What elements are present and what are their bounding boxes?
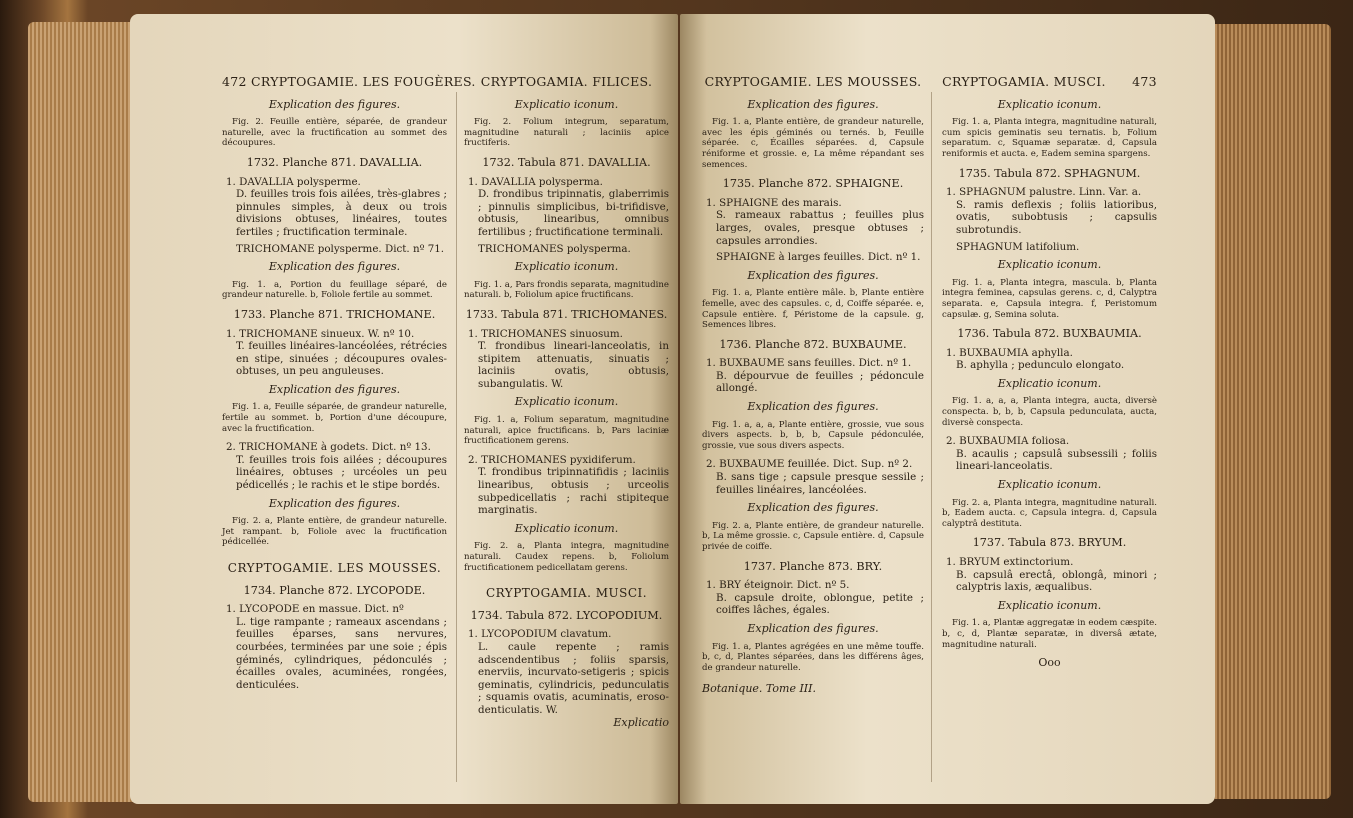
figures-heading: Explication des figures.	[747, 400, 879, 414]
plate-heading: 1733. Planche 871. TRICHOMANE.	[233, 307, 436, 321]
signature-mark: Ooo	[1038, 656, 1061, 670]
right-page-latin-column	[942, 76, 1157, 670]
chapter-heading: CRYPTOGAMIA. MUSCI.	[485, 586, 648, 601]
figures-heading: Explication des figures.	[268, 496, 401, 510]
volume-footer: Botanique. Tome III.	[702, 682, 816, 696]
species-name: 1. BUXBAUME sans feuilles. Dict. nº 1.	[706, 357, 912, 370]
figure-caption: Fig. 1. a, Plante entière mâle. b, Plante entière femelle, avec des capsules. c, d, Coiffe séparée. e, Capsule entière. f, Péristome de la capsule. g, Semences libres.	[702, 288, 924, 331]
species-description: T. feuilles linéaires-lancéolées, rétrécies en stipe, sinuées ; découpures ovales-obtuses, un peu anguleuses.	[236, 340, 447, 378]
left-page	[130, 14, 678, 804]
figures-heading: Explication des figures.	[747, 268, 879, 282]
figure-caption: Fig. 1. a, Portion du feuillage séparé, de grandeur naturelle. b, Foliole fertile au sommet.	[222, 279, 447, 301]
species-description: T. frondibus lineari-lanceolatis, in stipitem attenuatis, sinuatis ; laciniis ovatis, obtusis, subangulatis. W.	[478, 340, 669, 390]
figures-heading: Explicatio iconum.	[514, 395, 619, 409]
figure-caption: Fig. 1. a, a, a, Plante entière, grossie, vue sous divers aspects. b, b, b, Capsule pédonculée, grossie, vue sous divers aspects.	[702, 419, 924, 451]
species-entry	[706, 197, 924, 247]
species-name: 1. BRYUM extinctorium.	[946, 556, 1074, 568]
species-entry	[226, 441, 447, 491]
running-header: CRYPTOGAMIE. LES MOUSSES.	[704, 74, 922, 89]
species-entry	[946, 556, 1157, 594]
species-description: B. acaulis ; capsulâ subsessili ; foliis lineari-lanceolatis.	[956, 447, 1157, 473]
species-entry	[706, 458, 924, 496]
figure-caption: Fig. 2. Folium integrum, separatum, magnitudine naturali ; laciniis apice fructiferis.	[464, 117, 669, 149]
species-name: 1. BRY éteignoir. Dict. nº 5.	[706, 579, 850, 592]
species-entry	[468, 176, 669, 239]
species-name: 1. DAVALLIA polysperme.	[226, 175, 361, 188]
figures-heading: Explication des figures.	[268, 382, 401, 396]
species-description: B. aphylla ; pedunculo elongato.	[956, 359, 1125, 372]
species-name: 2. TRICHOMANE à godets. Dict. nº 13.	[226, 441, 431, 454]
column-rule	[456, 92, 457, 782]
species-name: 1. DAVALLIA polysperma.	[468, 175, 603, 188]
running-header: CRYPTOGAMIA. MUSCI.	[942, 74, 1106, 89]
right-page-french-column	[702, 76, 924, 696]
figure-caption: Fig. 1. a, Folium separatum, magnitudine naturali, apice fructificans. b, Pars laciniæ fructificationem gerens.	[464, 415, 669, 447]
species-description: D. frondibus tripinnatis, glaberrimis ; pinnulis simplicibus, bi-trifidisve, obtusis, linearibus, omnibus fertilibus ; fructificatione terminali.	[478, 188, 669, 238]
species-description: S. rameaux rabattus ; feuilles plus larges, ovales, presque obtuses ; capsules arrondies.	[716, 209, 924, 247]
species-description: D. feuilles trois fois ailées, très-glabres ; pinnules simples, à deux ou trois divisions obtuses, linéaires, toutes fertiles ; fructification terminale.	[236, 188, 447, 238]
synonym-reference: SPHAIGNE à larges feuilles. Dict. nº 1.	[716, 251, 921, 264]
species-name: 2. BUXBAUMIA foliosa.	[946, 435, 1070, 448]
figures-heading: Explication des figures.	[747, 501, 879, 515]
species-name: 2. BUXBAUME feuillée. Dict. Sup. nº 2.	[706, 458, 913, 471]
species-name: 1. BUXBAUMIA aphylla.	[946, 346, 1073, 359]
figures-heading: Explicatio iconum.	[514, 521, 619, 535]
species-entry	[946, 186, 1157, 236]
left-page-french-column	[222, 74, 476, 691]
species-description: L. caule repente ; ramis adscendentibus ; foliis sparsis, enerviis, incurvato-setigeris ; spicis geminatis, cylindricis, pedunculatis ; squamis ovatis, acuminatis, eroso-denticulatis. W.	[478, 640, 669, 716]
figure-caption: Fig. 2. a, Planta integra, magnitudine naturali. b, Eadem aucta. c, Capsula integra. d, Capsula calyptrâ destituta.	[942, 497, 1157, 529]
catchword: Explicatio	[613, 715, 669, 729]
species-entry	[226, 603, 447, 691]
plate-heading: 1734. Tabula 872. LYCOPODIUM.	[470, 608, 663, 622]
species-entry	[706, 357, 924, 395]
figure-caption: Fig. 1. a, Plantæ aggregatæ in eodem cæspite. b, c, d, Plantæ separatæ, in diversâ ætate, magnitudine naturali.	[942, 618, 1157, 650]
species-entry	[706, 579, 924, 617]
species-entry	[468, 454, 669, 517]
species-entry	[468, 628, 669, 716]
figures-heading: Explicatio iconum.	[514, 260, 619, 274]
species-description: B. sans tige ; capsule presque sessile ; feuilles linéaires, lancéolées.	[716, 471, 924, 496]
plate-heading: 1736. Tabula 872. BUXBAUMIA.	[957, 327, 1142, 341]
left-page-latin-column	[464, 76, 669, 729]
species-name: 1. LYCOPODE en massue. Dict. nº	[226, 603, 404, 616]
plate-heading: 1736. Planche 872. BUXBAUME.	[719, 337, 907, 351]
figure-caption: Fig. 1. a, Planta integra, mascula. b, Planta integra feminea, capsulas gerens. c, d, Calyptra separata. e, Capsula integra. f, Peristomum capsulæ. g, Semina soluta.	[942, 277, 1157, 320]
chapter-heading: CRYPTOGAMIE. LES MOUSSES.	[227, 561, 442, 575]
figures-heading: Explicatio iconum.	[997, 478, 1102, 492]
species-name: 2. TRICHOMANES pyxidiferum.	[468, 453, 636, 466]
species-description: B. capsule droite, oblongue, petite ; coiffes lâches, égales.	[716, 591, 924, 617]
synonym-reference: SPHAGNUM latifolium.	[956, 240, 1080, 253]
running-header: 472 CRYPTOGAMIE. LES FOUGÈRES.	[222, 74, 476, 89]
species-name: 1. SPHAIGNE des marais.	[706, 196, 842, 209]
plate-heading: 1735. Tabula 872. SPHAGNUM.	[958, 166, 1141, 180]
synonym-reference: TRICHOMANES polysperma.	[478, 242, 631, 255]
figures-heading: Explication des figures.	[747, 97, 879, 111]
figure-caption: Fig. 1. a, Plantes agrégées en une même touffe. b, c, d, Plantes séparées, dans les différens âges, de grandeur naturelle.	[702, 641, 924, 673]
page-number: 473	[1132, 74, 1157, 89]
figure-caption: Fig. 1. a, Planta integra, magnitudine naturali, cum spicis geminatis seu ternatis. b, Folium separatum. c, Squamæ separatæ. d, Capsula reniformis et aucta. e, Eadem semina spargens.	[942, 117, 1157, 159]
species-entry	[946, 347, 1157, 372]
figure-caption: Fig. 1. a, a, a, Planta integra, aucta, diversè conspecta. b, b, b, Capsula pedunculata, aucta, diversè conspecta.	[942, 396, 1157, 428]
species-entry	[226, 328, 447, 378]
species-name: 1. SPHAGNUM palustre. Linn. Var. a.	[946, 186, 1142, 199]
species-description: T. feuilles trois fois ailées ; découpures linéaires, obtuses ; urcéoles un peu pédicellés ; le rachis et le stipe bordés.	[236, 453, 447, 492]
figure-caption: Fig. 1. a, Plante entière, de grandeur naturelle, avec les épis géminés ou ternés. b, Feuille séparée. c, Écailles séparées. d, Capsule réniforme et grossie. e, La même répandant ses semences.	[702, 117, 924, 170]
figure-caption: Fig. 2. a, Plante entière, de grandeur naturelle. b, La même grossie. c, Capsule entière. d, Capsule privée de coiffe.	[702, 520, 924, 552]
figure-caption: Fig. 2. a, Planta integra, magnitudine naturali. Caudex repens. b, Foliolum fructificationem pedicellatam gerens.	[464, 541, 669, 573]
plate-heading: 1734. Planche 872. LYCOPODE.	[243, 583, 426, 597]
figure-caption: Fig. 2. a, Plante entière, de grandeur naturelle. Jet rampant. b, Foliole avec la fructification pédicellée.	[222, 516, 447, 548]
plate-heading: 1737. Tabula 873. BRYUM.	[972, 536, 1127, 550]
synonym-reference: TRICHOMANE polysperme. Dict. nº 71.	[236, 242, 445, 255]
figures-heading: Explication des figures.	[747, 621, 879, 635]
column-rule	[931, 92, 932, 782]
plate-heading: 1735. Planche 872. SPHAIGNE.	[722, 177, 904, 191]
species-name: 1. LYCOPODIUM clavatum.	[468, 628, 612, 641]
species-name: 1. TRICHOMANES sinuosum.	[468, 327, 623, 340]
figures-heading: Explicatio iconum.	[997, 258, 1102, 272]
species-entry	[946, 435, 1157, 473]
figures-heading: Explicatio iconum.	[997, 598, 1102, 612]
figures-heading: Explication des figures.	[268, 97, 401, 111]
species-entry	[226, 176, 447, 239]
species-entry	[468, 328, 669, 391]
figure-caption: Fig. 1. a, Feuille séparée, de grandeur naturelle, fertile au sommet. b, Portion d'une découpure, avec la fructification.	[222, 402, 447, 434]
species-description: T. frondibus tripinnatifidis ; laciniis linearibus, obtusis ; urceolis subpedicellatis ; rachi stipiteque marginatis.	[478, 466, 669, 517]
species-description: S. ramis deflexis ; foliis latioribus, ovatis, subobtusis ; capsulis subrotundis.	[956, 198, 1157, 236]
figure-caption: Fig. 1. a, Pars frondis separata, magnitudine naturali. b, Foliolum apice fructificans.	[464, 279, 669, 301]
species-description: B. capsulâ erectâ, oblongâ, minori ; calyptris laxis, æqualibus.	[956, 568, 1157, 594]
species-description: L. tige rampante ; rameaux ascendans ; feuilles éparses, sans nervures, courbées, terminées par une soie ; épis géminés, cylindriques, pédonculés ; écailles ovales, acuminées, rongées, denticulées.	[236, 615, 447, 691]
right-page	[680, 14, 1215, 804]
running-header: CRYPTOGAMIA. FILICES.	[480, 74, 653, 89]
figure-caption: Fig. 2. Feuille entière, séparée, de grandeur naturelle, avec la fructification au sommet des découpures.	[222, 117, 447, 149]
species-name: 1. TRICHOMANE sinueux. W. nº 10.	[226, 327, 415, 340]
figures-heading: Explicatio iconum.	[997, 97, 1102, 111]
figures-heading: Explicatio iconum.	[514, 97, 619, 111]
figures-heading: Explication des figures.	[268, 260, 401, 274]
figures-heading: Explicatio iconum.	[997, 376, 1102, 390]
plate-heading: 1737. Planche 873. BRY.	[743, 559, 883, 573]
plate-heading: 1732. Planche 871. DAVALLIA.	[246, 155, 423, 169]
plate-heading: 1732. Tabula 871. DAVALLIA.	[482, 155, 651, 169]
plate-heading: 1733. Tabula 871. TRICHOMANES.	[465, 307, 668, 321]
species-description: B. dépourvue de feuilles ; pédoncule allongé.	[716, 369, 924, 395]
page-edges-right	[1211, 24, 1331, 799]
